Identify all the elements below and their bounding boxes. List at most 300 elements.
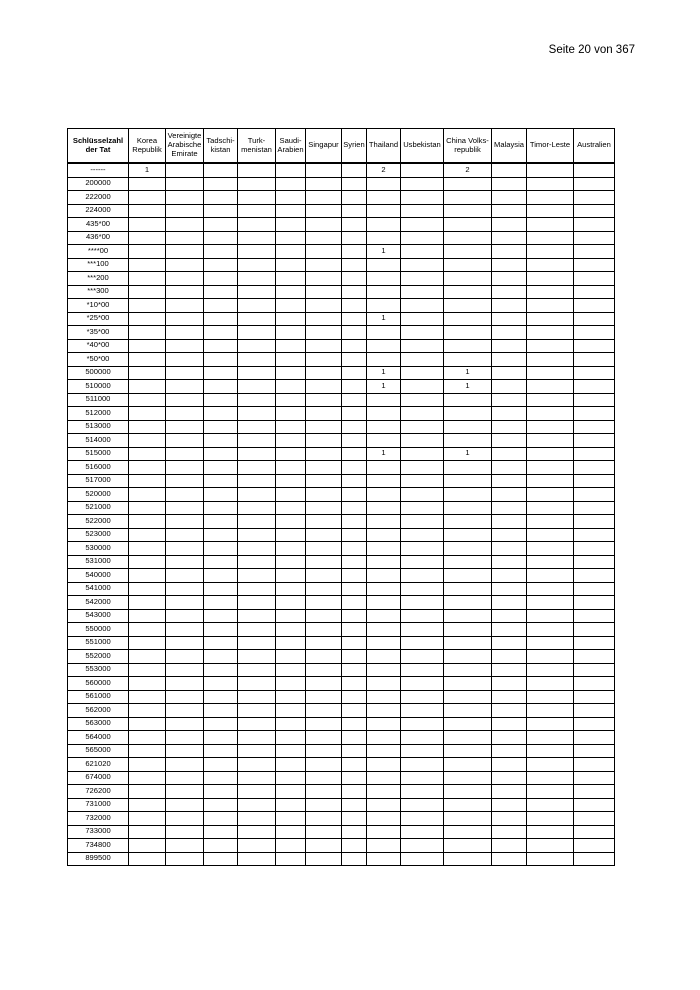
table-cell <box>204 825 238 839</box>
table-cell <box>166 488 204 502</box>
table-cell <box>444 636 492 650</box>
table-cell <box>276 177 306 191</box>
column-header-line: Vereinigte <box>167 131 202 141</box>
table-cell <box>306 231 342 245</box>
table-cell <box>492 258 527 272</box>
table-cell <box>367 663 401 677</box>
table-cell <box>166 744 204 758</box>
table-row <box>68 758 615 772</box>
table-cell <box>527 258 574 272</box>
table-row <box>68 285 615 299</box>
table-cell <box>166 515 204 529</box>
table-cell <box>129 312 166 326</box>
table-cell <box>204 272 238 286</box>
table-cell <box>204 650 238 664</box>
row-key-cell: 674000 <box>68 771 129 785</box>
table-cell <box>527 299 574 313</box>
row-key-cell: 511000 <box>68 393 129 407</box>
row-key-cell: 565000 <box>68 744 129 758</box>
table-cell <box>306 690 342 704</box>
row-key-cell: 553000 <box>68 663 129 677</box>
column-header-line: Malaysia <box>494 140 524 150</box>
table-cell <box>492 839 527 853</box>
column-header-line: Emirate <box>171 148 198 158</box>
table-cell <box>342 812 367 826</box>
table-cell <box>166 623 204 637</box>
table-cell <box>401 218 444 232</box>
table-cell <box>492 285 527 299</box>
table-cell <box>204 569 238 583</box>
table-cell <box>276 663 306 677</box>
table-cell <box>306 582 342 596</box>
table-cell <box>342 528 367 542</box>
table-cell <box>306 353 342 367</box>
table-cell <box>238 596 276 610</box>
table-cell <box>444 393 492 407</box>
table-cell <box>166 393 204 407</box>
table-cell <box>401 258 444 272</box>
table-cell <box>444 474 492 488</box>
table-cell <box>276 407 306 421</box>
table-cell <box>306 771 342 785</box>
table-cell <box>444 353 492 367</box>
table-cell <box>527 353 574 367</box>
table-cell <box>276 771 306 785</box>
table-cell <box>574 650 615 664</box>
table-cell <box>129 501 166 515</box>
table-cell <box>129 461 166 475</box>
table-cell <box>166 380 204 394</box>
table-cell <box>238 542 276 556</box>
table-cell <box>492 609 527 623</box>
table-cell <box>444 812 492 826</box>
table-cell <box>342 852 367 866</box>
table-cell <box>306 420 342 434</box>
table-cell <box>527 447 574 461</box>
table-cell <box>574 582 615 596</box>
table-cell <box>129 690 166 704</box>
table-cell <box>574 245 615 259</box>
table-cell: 1 <box>367 312 401 326</box>
column-header <box>444 129 492 164</box>
table-cell <box>401 677 444 691</box>
table-cell <box>276 690 306 704</box>
table-cell <box>342 650 367 664</box>
table-cell <box>238 582 276 596</box>
table-cell <box>238 609 276 623</box>
table-cell <box>367 407 401 421</box>
table-cell <box>444 204 492 218</box>
table-cell <box>492 272 527 286</box>
table-cell <box>306 488 342 502</box>
table-cell <box>276 420 306 434</box>
table-row <box>68 555 615 569</box>
table-cell <box>166 839 204 853</box>
table-row <box>68 312 615 326</box>
table-cell <box>574 623 615 637</box>
table-cell <box>367 272 401 286</box>
table-cell <box>367 299 401 313</box>
column-header-line: Usbekistan <box>403 140 441 150</box>
table-cell <box>306 312 342 326</box>
table-cell <box>238 785 276 799</box>
table-cell <box>444 258 492 272</box>
table-cell <box>238 299 276 313</box>
table-cell <box>342 191 367 205</box>
table-cell <box>306 798 342 812</box>
table-cell <box>342 636 367 650</box>
table-cell <box>574 744 615 758</box>
table-cell <box>492 420 527 434</box>
row-key-cell: 517000 <box>68 474 129 488</box>
table-cell <box>129 582 166 596</box>
table-cell <box>306 272 342 286</box>
column-header-key <box>68 129 129 164</box>
table-cell <box>401 447 444 461</box>
table-cell <box>401 420 444 434</box>
table-cell <box>444 596 492 610</box>
table-cell <box>401 569 444 583</box>
table-cell <box>204 204 238 218</box>
table-cell <box>238 798 276 812</box>
table-cell <box>367 623 401 637</box>
table-cell <box>444 771 492 785</box>
table-cell <box>492 542 527 556</box>
table-cell <box>238 339 276 353</box>
column-header-line: Australien <box>577 140 611 150</box>
table-cell <box>367 285 401 299</box>
column-header <box>574 129 615 164</box>
table-cell <box>238 690 276 704</box>
table-row <box>68 339 615 353</box>
table-cell <box>276 474 306 488</box>
table-cell <box>527 245 574 259</box>
table-cell <box>276 758 306 772</box>
table-cell <box>204 326 238 340</box>
table-cell <box>444 407 492 421</box>
table-cell <box>367 690 401 704</box>
table-cell <box>401 650 444 664</box>
table-cell <box>444 623 492 637</box>
table-cell <box>166 785 204 799</box>
table-cell <box>492 447 527 461</box>
table-cell <box>166 731 204 745</box>
table-cell <box>204 636 238 650</box>
table-cell <box>204 677 238 691</box>
table-cell <box>401 731 444 745</box>
table-cell <box>166 245 204 259</box>
table-cell <box>276 245 306 259</box>
table-cell <box>166 177 204 191</box>
table-cell <box>276 258 306 272</box>
table-cell <box>492 312 527 326</box>
row-key-cell: 543000 <box>68 609 129 623</box>
row-key-cell: ***300 <box>68 285 129 299</box>
table-cell <box>492 677 527 691</box>
table-row <box>68 407 615 421</box>
table-cell <box>238 839 276 853</box>
table-cell <box>574 528 615 542</box>
table-row <box>68 272 615 286</box>
table-cell <box>204 461 238 475</box>
table-cell <box>527 191 574 205</box>
table-cell <box>492 569 527 583</box>
table-cell <box>306 528 342 542</box>
table-cell <box>492 163 527 177</box>
table-cell <box>129 852 166 866</box>
table-cell <box>342 569 367 583</box>
table-row <box>68 542 615 556</box>
table-cell <box>276 704 306 718</box>
table-cell <box>574 272 615 286</box>
table-cell <box>527 825 574 839</box>
table-cell <box>527 744 574 758</box>
table-cell <box>367 218 401 232</box>
table-cell <box>492 731 527 745</box>
table-cell <box>444 488 492 502</box>
row-key-cell: 726200 <box>68 785 129 799</box>
table-cell <box>204 312 238 326</box>
table-cell <box>527 420 574 434</box>
table-cell <box>527 677 574 691</box>
table-cell <box>574 488 615 502</box>
table-cell <box>574 501 615 515</box>
table-cell <box>574 204 615 218</box>
table-cell <box>166 285 204 299</box>
table-cell <box>492 366 527 380</box>
table-cell <box>238 501 276 515</box>
table-header <box>68 129 615 164</box>
table-cell <box>342 744 367 758</box>
table-cell <box>527 204 574 218</box>
table-cell <box>129 825 166 839</box>
table-cell <box>401 272 444 286</box>
table-cell <box>276 596 306 610</box>
table-cell <box>492 488 527 502</box>
table-cell <box>238 852 276 866</box>
table-cell <box>129 299 166 313</box>
table-cell <box>204 596 238 610</box>
table-cell <box>306 839 342 853</box>
table-row <box>68 771 615 785</box>
table-cell <box>527 731 574 745</box>
table-cell <box>574 434 615 448</box>
table-cell: 1 <box>444 447 492 461</box>
table-cell <box>238 731 276 745</box>
table-cell <box>492 231 527 245</box>
row-key-cell: 562000 <box>68 704 129 718</box>
table-cell <box>238 245 276 259</box>
table-cell <box>204 258 238 272</box>
table-row <box>68 204 615 218</box>
table-cell <box>129 177 166 191</box>
table-cell <box>574 447 615 461</box>
table-cell <box>401 326 444 340</box>
table-cell <box>204 717 238 731</box>
column-header <box>276 129 306 164</box>
table-cell <box>238 461 276 475</box>
row-key-cell: ****00 <box>68 245 129 259</box>
table-cell <box>166 299 204 313</box>
table-cell <box>492 717 527 731</box>
table-cell <box>527 852 574 866</box>
table-cell <box>527 326 574 340</box>
table-cell <box>527 501 574 515</box>
table-cell <box>574 690 615 704</box>
table-row <box>68 366 615 380</box>
table-cell <box>342 245 367 259</box>
table-cell <box>342 704 367 718</box>
table-cell <box>276 366 306 380</box>
table-cell <box>367 785 401 799</box>
table-cell <box>342 474 367 488</box>
table-row <box>68 785 615 799</box>
table-cell <box>444 731 492 745</box>
table-row <box>68 163 615 177</box>
table-cell <box>238 758 276 772</box>
table-cell <box>129 663 166 677</box>
table-cell <box>306 380 342 394</box>
table-cell <box>306 407 342 421</box>
table-cell <box>276 393 306 407</box>
column-header-line: Tadschi- <box>206 135 235 145</box>
table-cell <box>342 515 367 529</box>
table-cell <box>166 812 204 826</box>
table-cell <box>342 326 367 340</box>
table-cell <box>276 744 306 758</box>
table-cell <box>129 285 166 299</box>
table-cell <box>574 312 615 326</box>
row-key-cell: ***200 <box>68 272 129 286</box>
table-cell <box>342 582 367 596</box>
table-cell <box>204 852 238 866</box>
table-row <box>68 245 615 259</box>
table-cell <box>527 582 574 596</box>
table-cell <box>238 812 276 826</box>
table-cell <box>342 555 367 569</box>
table-cell <box>204 245 238 259</box>
table-cell <box>204 515 238 529</box>
table-cell <box>574 191 615 205</box>
column-header-line: Turk- <box>247 135 266 145</box>
row-key-cell: 621020 <box>68 758 129 772</box>
table-cell <box>367 258 401 272</box>
table-cell <box>238 663 276 677</box>
row-key-cell: 564000 <box>68 731 129 745</box>
table-cell <box>444 299 492 313</box>
row-key-cell: *10*00 <box>68 299 129 313</box>
table-row <box>68 650 615 664</box>
row-key-cell: *40*00 <box>68 339 129 353</box>
table-cell: 1 <box>367 447 401 461</box>
table-cell <box>129 272 166 286</box>
table-cell <box>238 380 276 394</box>
table-cell <box>306 204 342 218</box>
table-cell <box>444 420 492 434</box>
table-cell <box>401 528 444 542</box>
table-cell <box>166 636 204 650</box>
column-header-line: menistan <box>241 144 272 154</box>
table-cell <box>276 636 306 650</box>
table-cell <box>342 825 367 839</box>
table-cell <box>444 312 492 326</box>
table-row <box>68 218 615 232</box>
table-cell <box>342 690 367 704</box>
table-cell <box>204 555 238 569</box>
column-header-line: Arabische <box>167 140 202 150</box>
table-body <box>68 163 615 866</box>
table-cell <box>367 609 401 623</box>
table-cell <box>367 326 401 340</box>
table-row <box>68 677 615 691</box>
table-cell <box>527 839 574 853</box>
row-key-cell: 732000 <box>68 812 129 826</box>
table-cell <box>574 474 615 488</box>
table-cell <box>276 812 306 826</box>
table-cell <box>401 515 444 529</box>
row-key-cell: 513000 <box>68 420 129 434</box>
table-cell <box>129 420 166 434</box>
row-key-cell: 531000 <box>68 555 129 569</box>
row-key-cell: *35*00 <box>68 326 129 340</box>
table-cell <box>276 528 306 542</box>
table-cell <box>444 569 492 583</box>
table-cell <box>204 366 238 380</box>
table-cell <box>306 569 342 583</box>
table-cell <box>276 272 306 286</box>
table-cell <box>444 231 492 245</box>
table-cell <box>527 636 574 650</box>
table-cell <box>367 650 401 664</box>
table-cell <box>444 218 492 232</box>
table-cell <box>574 771 615 785</box>
table-row <box>68 839 615 853</box>
row-key-cell: 523000 <box>68 528 129 542</box>
row-key-cell: ------ <box>68 163 129 177</box>
header-row <box>68 129 615 164</box>
table-cell <box>401 177 444 191</box>
table-cell <box>238 285 276 299</box>
table-cell <box>342 663 367 677</box>
row-key-cell: 552000 <box>68 650 129 664</box>
table-cell <box>527 393 574 407</box>
table-cell <box>342 785 367 799</box>
row-key-cell: 530000 <box>68 542 129 556</box>
table-cell <box>444 339 492 353</box>
table-cell <box>527 758 574 772</box>
table-cell <box>444 852 492 866</box>
table-cell <box>204 812 238 826</box>
table-row <box>68 393 615 407</box>
table-cell <box>276 326 306 340</box>
table-cell <box>342 258 367 272</box>
table-cell <box>342 218 367 232</box>
table-cell <box>166 326 204 340</box>
table-cell <box>527 704 574 718</box>
table-cell <box>401 609 444 623</box>
table-cell <box>574 366 615 380</box>
table-cell <box>367 191 401 205</box>
table-cell <box>574 461 615 475</box>
table-cell <box>527 461 574 475</box>
table-cell <box>238 231 276 245</box>
table-cell <box>444 326 492 340</box>
table-cell <box>367 636 401 650</box>
table-cell <box>306 731 342 745</box>
table-cell <box>276 825 306 839</box>
statistics-table <box>67 128 615 866</box>
table-cell <box>238 569 276 583</box>
